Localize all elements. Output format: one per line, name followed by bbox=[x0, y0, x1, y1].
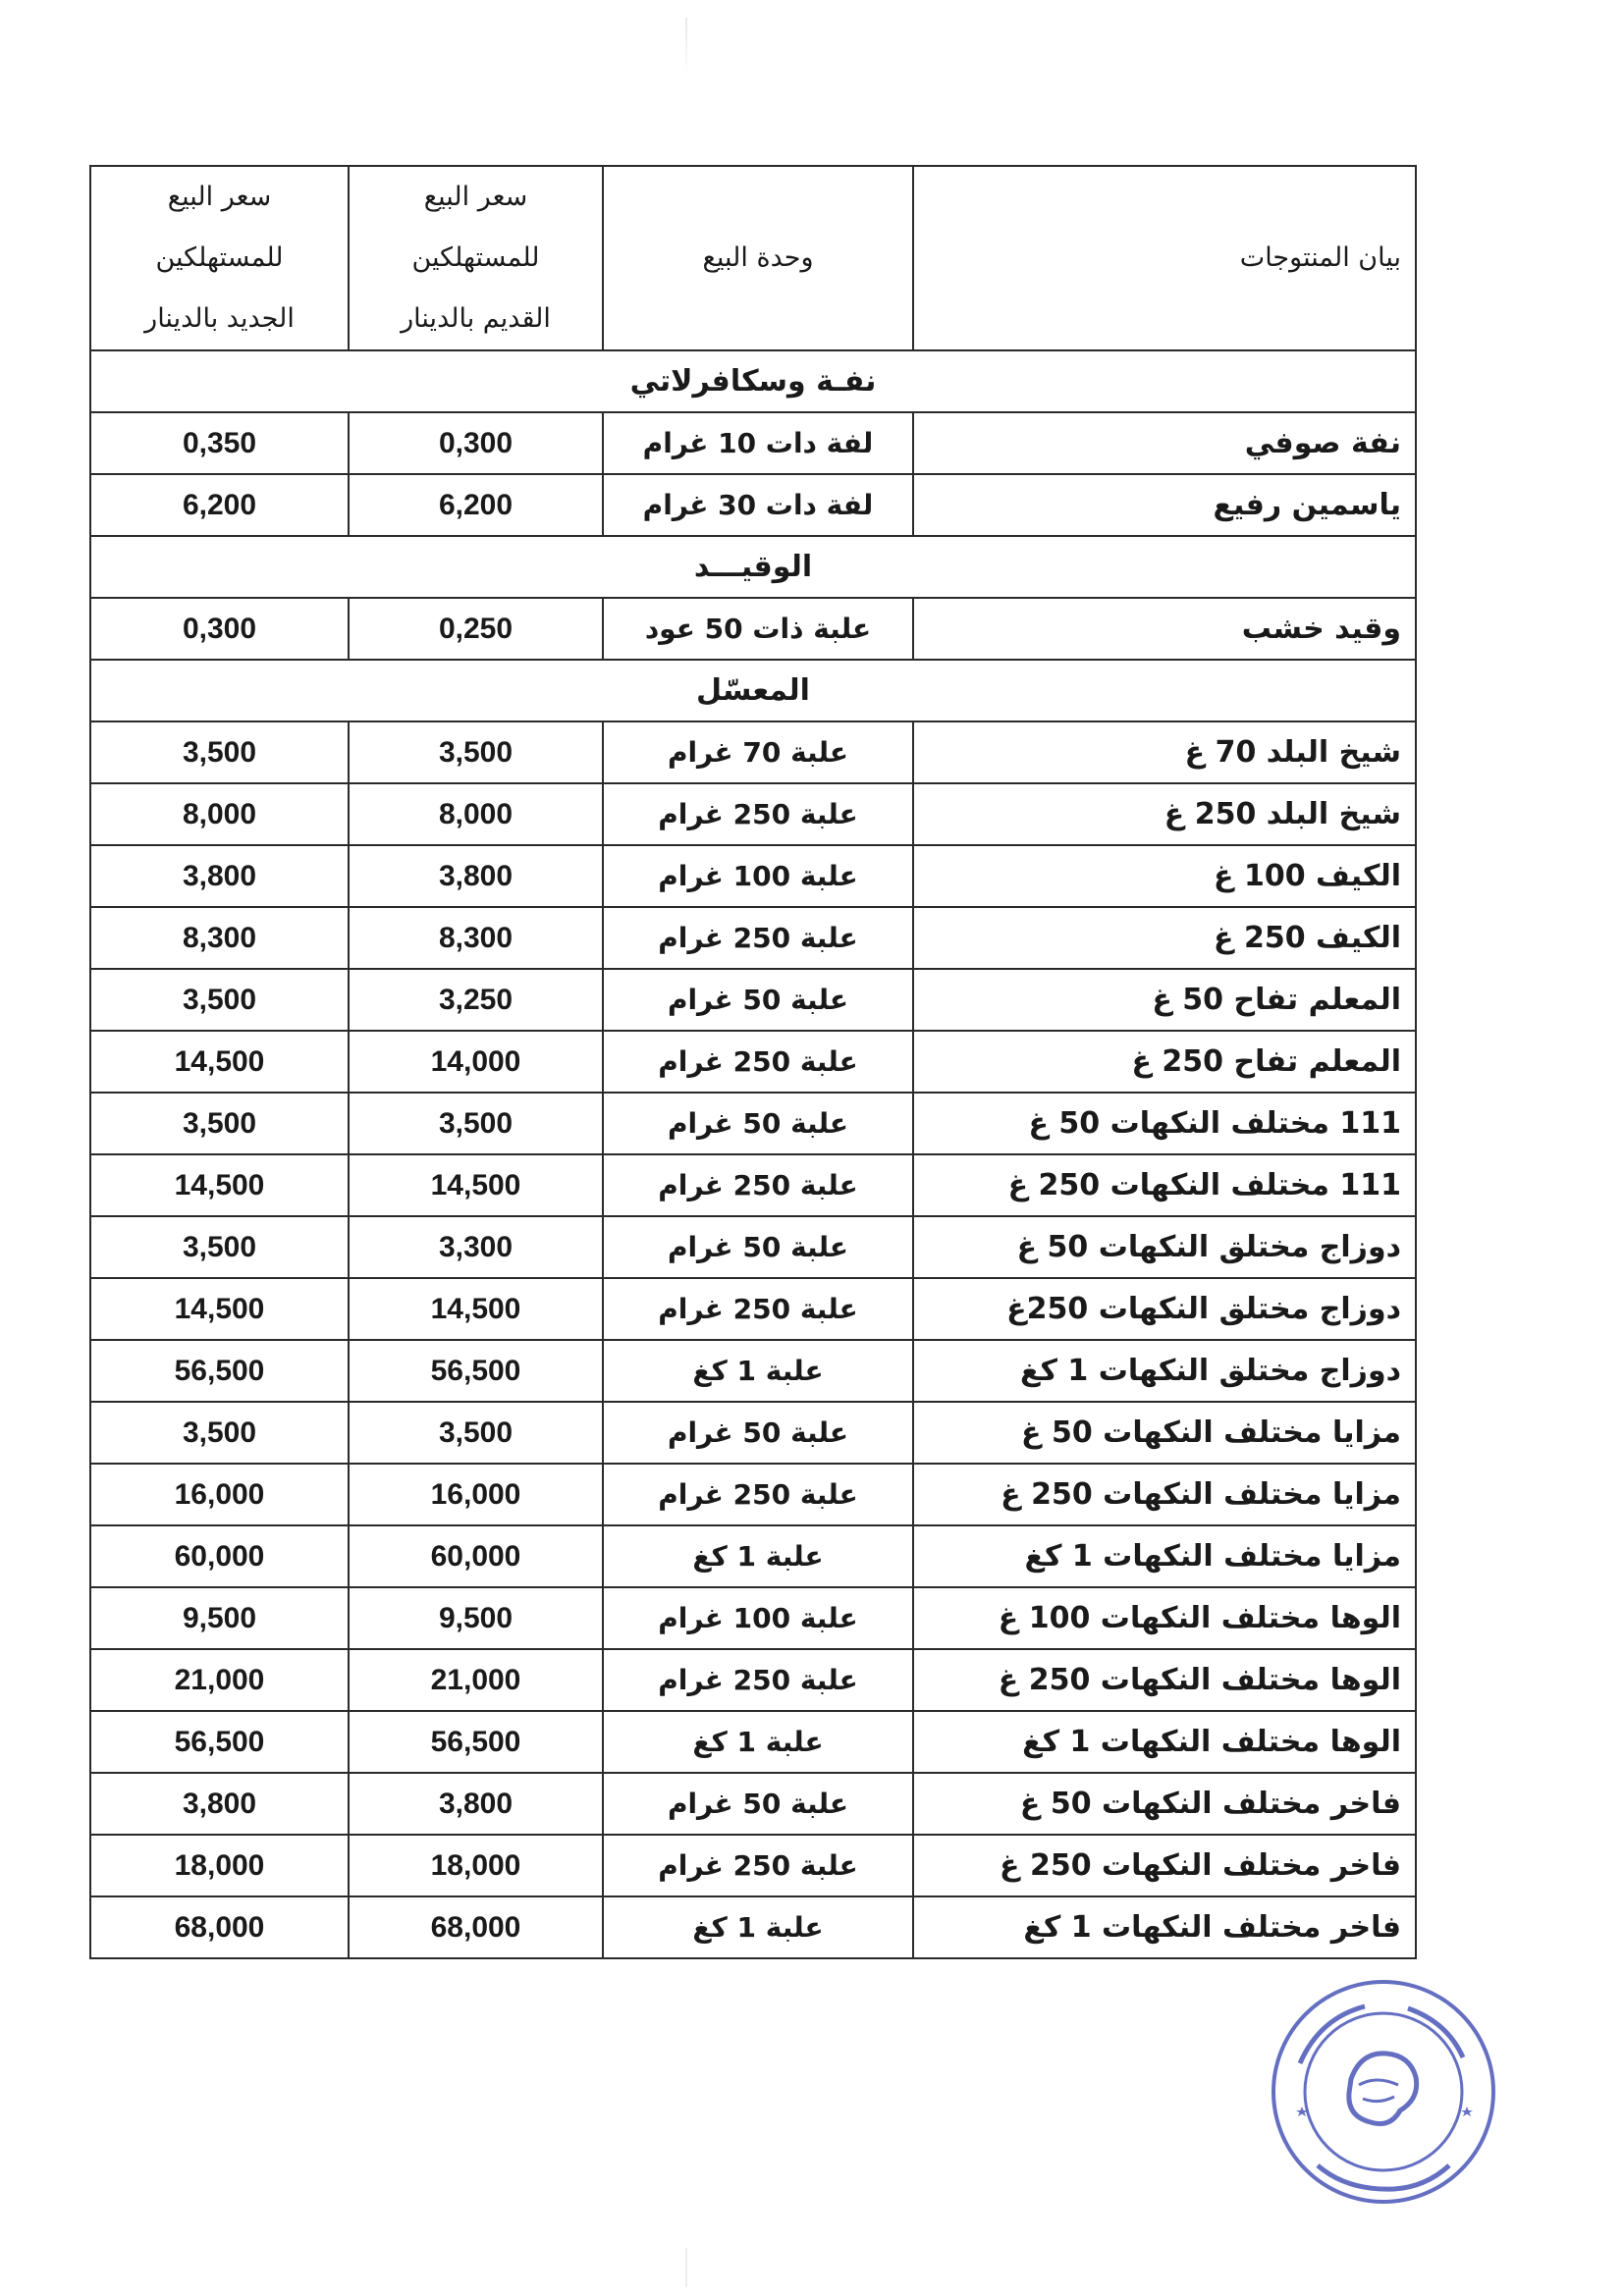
official-stamp-seal bbox=[1261, 1969, 1506, 2215]
product-name-cell: شيخ البلد 250 غ bbox=[913, 783, 1416, 845]
table-row bbox=[90, 845, 1416, 907]
product-name-cell: 111 مختلف النكهات 50 غ bbox=[913, 1093, 1416, 1154]
header-product: بيان المنتوجات bbox=[913, 166, 1416, 350]
old-price-cell: 56,500 bbox=[349, 1340, 603, 1402]
old-price-cell: 68,000 bbox=[349, 1896, 603, 1958]
old-price-cell: 56,500 bbox=[349, 1711, 603, 1773]
old-price-cell: 3,300 bbox=[349, 1216, 603, 1278]
product-name-cell: مزايا مختلف النكهات 250 غ bbox=[913, 1464, 1416, 1525]
old-price-cell: 3,800 bbox=[349, 845, 603, 907]
product-name-cell: الوها مختلف النكهات 1 كغ bbox=[913, 1711, 1416, 1773]
new-price-cell: 8,300 bbox=[90, 907, 349, 969]
new-price-cell: 3,500 bbox=[90, 721, 349, 783]
section-title: المعسّل bbox=[90, 660, 1416, 721]
sale-unit-cell: علبة 250 غرام bbox=[603, 783, 913, 845]
old-price-cell: 16,000 bbox=[349, 1464, 603, 1525]
product-name-cell: دوزاج مختلق النكهات 250غ bbox=[913, 1278, 1416, 1340]
table-row bbox=[90, 721, 1416, 783]
sale-unit-cell: علبة 100 غرام bbox=[603, 845, 913, 907]
table-row bbox=[90, 1031, 1416, 1093]
sale-unit-cell: علبة 50 غرام bbox=[603, 969, 913, 1031]
new-price-cell: 6,200 bbox=[90, 474, 349, 536]
product-name-cell: المعلم تفاح 250 غ bbox=[913, 1031, 1416, 1093]
table-row bbox=[90, 1525, 1416, 1587]
section-row bbox=[90, 660, 1416, 721]
sale-unit-cell: علبة 70 غرام bbox=[603, 721, 913, 783]
product-name-cell: نفة صوفي bbox=[913, 412, 1416, 474]
product-name-cell: مزايا مختلف النكهات 50 غ bbox=[913, 1402, 1416, 1464]
table-row bbox=[90, 969, 1416, 1031]
old-price-cell: 3,500 bbox=[349, 1402, 603, 1464]
table-row bbox=[90, 1649, 1416, 1711]
sale-unit-cell: علبة 250 غرام bbox=[603, 1278, 913, 1340]
table-row bbox=[90, 474, 1416, 536]
table-row bbox=[90, 907, 1416, 969]
table-row bbox=[90, 1835, 1416, 1896]
new-price-cell: 56,500 bbox=[90, 1340, 349, 1402]
table-row bbox=[90, 598, 1416, 660]
table-row bbox=[90, 1711, 1416, 1773]
header-old-line3: القديم بالدينار bbox=[401, 303, 551, 334]
old-price-cell: 18,000 bbox=[349, 1835, 603, 1896]
scan-mark-bottom bbox=[685, 2248, 687, 2287]
table-row bbox=[90, 783, 1416, 845]
product-name-cell: الكيف 100 غ bbox=[913, 845, 1416, 907]
product-name-cell: المعلم تفاح 50 غ bbox=[913, 969, 1416, 1031]
table-row bbox=[90, 1402, 1416, 1464]
new-price-cell: 0,350 bbox=[90, 412, 349, 474]
product-name-cell: شيخ البلد 70 غ bbox=[913, 721, 1416, 783]
new-price-cell: 60,000 bbox=[90, 1525, 349, 1587]
sale-unit-cell: علبة 1 كغ bbox=[603, 1525, 913, 1587]
table-row bbox=[90, 1278, 1416, 1340]
old-price-cell: 6,200 bbox=[349, 474, 603, 536]
product-name-cell: دوزاج مختلق النكهات 50 غ bbox=[913, 1216, 1416, 1278]
table-row bbox=[90, 1464, 1416, 1525]
table-body bbox=[90, 350, 1416, 1958]
table-row bbox=[90, 1216, 1416, 1278]
sale-unit-cell: علبة 250 غرام bbox=[603, 907, 913, 969]
old-price-cell: 60,000 bbox=[349, 1525, 603, 1587]
old-price-cell: 14,500 bbox=[349, 1278, 603, 1340]
new-price-cell: 9,500 bbox=[90, 1587, 349, 1649]
new-price-cell: 0,300 bbox=[90, 598, 349, 660]
sale-unit-cell: علبة 1 كغ bbox=[603, 1896, 913, 1958]
product-name-cell: ياسمين رفيع bbox=[913, 474, 1416, 536]
section-title: الوقيـــد bbox=[90, 536, 1416, 598]
sale-unit-cell: علبة 1 كغ bbox=[603, 1340, 913, 1402]
new-price-cell: 3,500 bbox=[90, 1402, 349, 1464]
new-price-cell: 3,500 bbox=[90, 1093, 349, 1154]
product-name-cell: الوها مختلف النكهات 250 غ bbox=[913, 1649, 1416, 1711]
header-unit: وحدة البيع bbox=[603, 166, 913, 350]
old-price-cell: 3,500 bbox=[349, 1093, 603, 1154]
header-new-line2: للمستهلكين bbox=[155, 242, 284, 273]
sale-unit-cell: علبة 1 كغ bbox=[603, 1711, 913, 1773]
header-old-line2: للمستهلكين bbox=[411, 242, 540, 273]
old-price-cell: 0,250 bbox=[349, 598, 603, 660]
scan-mark-top bbox=[685, 18, 687, 77]
new-price-cell: 18,000 bbox=[90, 1835, 349, 1896]
new-price-cell: 21,000 bbox=[90, 1649, 349, 1711]
price-table bbox=[89, 165, 1417, 1959]
sale-unit-cell: علبة 100 غرام bbox=[603, 1587, 913, 1649]
header-old-line1: سعر البيع bbox=[423, 182, 528, 212]
new-price-cell: 14,500 bbox=[90, 1154, 349, 1216]
product-name-cell: فاخر مختلف النكهات 1 كغ bbox=[913, 1896, 1416, 1958]
product-name-cell: الكيف 250 غ bbox=[913, 907, 1416, 969]
table-row bbox=[90, 1340, 1416, 1402]
old-price-cell: 14,500 bbox=[349, 1154, 603, 1216]
sale-unit-cell: علبة 50 غرام bbox=[603, 1402, 913, 1464]
header-new-price bbox=[90, 166, 349, 350]
old-price-cell: 9,500 bbox=[349, 1587, 603, 1649]
product-name-cell: وقيد خشب bbox=[913, 598, 1416, 660]
product-name-cell: فاخر مختلف النكهات 250 غ bbox=[913, 1835, 1416, 1896]
section-title: نفـة وسكافرلاتي bbox=[90, 350, 1416, 412]
table-row bbox=[90, 1154, 1416, 1216]
section-row bbox=[90, 536, 1416, 598]
old-price-cell: 14,000 bbox=[349, 1031, 603, 1093]
product-name-cell: فاخر مختلف النكهات 50 غ bbox=[913, 1773, 1416, 1835]
new-price-cell: 14,500 bbox=[90, 1031, 349, 1093]
new-price-cell: 3,500 bbox=[90, 969, 349, 1031]
sale-unit-cell: علبة ذات 50 عود bbox=[603, 598, 913, 660]
new-price-cell: 3,500 bbox=[90, 1216, 349, 1278]
old-price-cell: 8,000 bbox=[349, 783, 603, 845]
table-row bbox=[90, 1587, 1416, 1649]
product-name-cell: الوها مختلف النكهات 100 غ bbox=[913, 1587, 1416, 1649]
new-price-cell: 8,000 bbox=[90, 783, 349, 845]
old-price-cell: 3,500 bbox=[349, 721, 603, 783]
sale-unit-cell: علبة 50 غرام bbox=[603, 1216, 913, 1278]
header-old-price bbox=[349, 166, 603, 350]
product-name-cell: مزايا مختلف النكهات 1 كغ bbox=[913, 1525, 1416, 1587]
sale-unit-cell: علبة 250 غرام bbox=[603, 1464, 913, 1525]
sale-unit-cell: علبة 250 غرام bbox=[603, 1154, 913, 1216]
sale-unit-cell: لفة دات 30 غرام bbox=[603, 474, 913, 536]
sale-unit-cell: علبة 250 غرام bbox=[603, 1835, 913, 1896]
table-row bbox=[90, 1093, 1416, 1154]
header-row bbox=[90, 166, 1416, 350]
section-row bbox=[90, 350, 1416, 412]
new-price-cell: 14,500 bbox=[90, 1278, 349, 1340]
sale-unit-cell: علبة 50 غرام bbox=[603, 1773, 913, 1835]
new-price-cell: 3,800 bbox=[90, 845, 349, 907]
old-price-cell: 0,300 bbox=[349, 412, 603, 474]
new-price-cell: 68,000 bbox=[90, 1896, 349, 1958]
new-price-cell: 56,500 bbox=[90, 1711, 349, 1773]
old-price-cell: 3,250 bbox=[349, 969, 603, 1031]
new-price-cell: 16,000 bbox=[90, 1464, 349, 1525]
new-price-cell: 3,800 bbox=[90, 1773, 349, 1835]
old-price-cell: 3,800 bbox=[349, 1773, 603, 1835]
old-price-cell: 8,300 bbox=[349, 907, 603, 969]
table-row bbox=[90, 412, 1416, 474]
old-price-cell: 21,000 bbox=[349, 1649, 603, 1711]
table-row bbox=[90, 1773, 1416, 1835]
sale-unit-cell: علبة 250 غرام bbox=[603, 1031, 913, 1093]
header-new-line1: سعر البيع bbox=[167, 182, 272, 212]
header-new-line3: الجديد بالدينار bbox=[144, 303, 295, 334]
sale-unit-cell: علبة 250 غرام bbox=[603, 1649, 913, 1711]
product-name-cell: 111 مختلف النكهات 250 غ bbox=[913, 1154, 1416, 1216]
sale-unit-cell: علبة 50 غرام bbox=[603, 1093, 913, 1154]
sale-unit-cell: لفة دات 10 غرام bbox=[603, 412, 913, 474]
product-name-cell: دوزاج مختلق النكهات 1 كغ bbox=[913, 1340, 1416, 1402]
table-row bbox=[90, 1896, 1416, 1958]
